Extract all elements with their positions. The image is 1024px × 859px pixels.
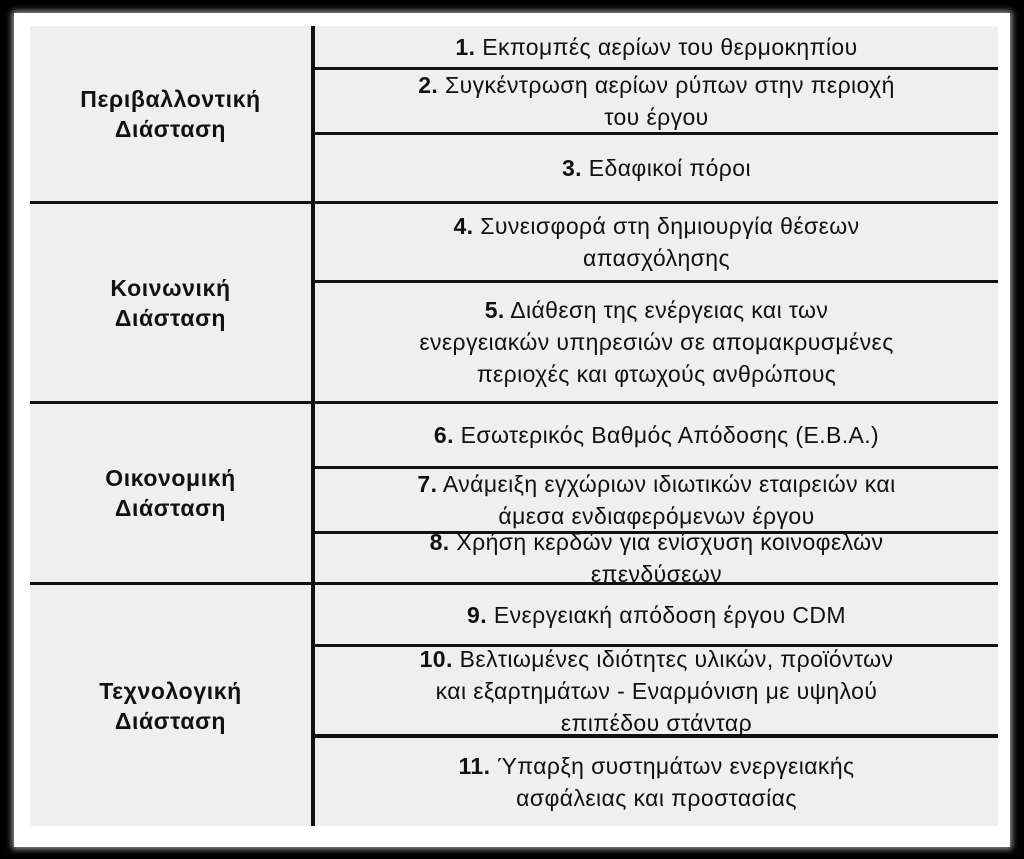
dimension-social: Κοινωνική Διάσταση [110,274,231,331]
indicator-cell [315,26,998,67]
indicator-text: Εδαφικοί πόροι [588,155,751,181]
indicator-number: 3. [561,155,582,181]
indicator-cell [315,70,998,132]
indicator-cell [315,738,998,826]
table-frame [14,13,1010,847]
indicator-cell [315,585,998,644]
dimension-technological: Τεχνολογική Διάσταση [99,677,242,734]
indicator-cell [315,404,998,466]
indicator-number: 10. [419,645,453,672]
indicator-cell [315,283,998,401]
indicator-number: 8. [429,529,450,555]
indicator-text: Εσωτερικός Βαθμός Απόδοσης (Ε.Β.Α.) [460,422,880,448]
indicator-number: 7. [417,471,438,497]
indicator-number: 2. [418,72,439,98]
indicator-cell [315,529,998,587]
indicator-number: 6. [433,422,454,448]
indicator-text: Συγκέντρωση αερίων ρύπων στην περιοχή του έργου [444,72,895,130]
indicator-number: 1. [455,33,476,60]
indicator-text: Ενεργειακή απόδοση έργου CDM [493,601,846,628]
indicator-number: 9. [467,601,488,628]
indicator-cell [315,469,998,531]
dimension-environmental: Περιβαλλοντική Διάσταση [80,85,261,142]
indicator-text: Ανάμειξη εγχώριων ιδιωτικών εταιρειών και άμεσα ενδιαφερόμενων έργου [442,471,896,529]
indicator-text: Συνεισφορά στη δημιουργία θέσεων απασχόλησης [480,213,860,271]
indicator-text: Εκπομπές αερίων του θερμοκηπίου [482,33,858,60]
indicator-number: 4. [453,213,474,239]
dimension-economic: Οικονομική Διάσταση [105,465,236,521]
indicator-number: 5. [484,297,505,323]
indicator-text: Ύπαρξη συστημάτων ενεργειακής ασφάλειας και προστασίας [497,753,855,811]
indicator-text: Βελτιωμένες ιδιότητες υλικών, προϊόντων και εξαρτημάτων - Εναρμόνιση με υψηλού επιπέδου στάνταρ [435,645,894,736]
indicator-text: Χρήση κερδών για ενίσχυση κοινοφελών επενδύσεων [456,529,884,587]
indicator-cell [315,647,998,734]
indicator-cell [315,135,998,201]
indicator-text: Διάθεση της ενέργειας και των ενεργειακών υπηρεσιών σε απομακρυσμένες περιοχές και φτωχούς ανθρώπους [419,297,894,387]
indicators-table [30,26,998,826]
indicator-number: 11. [458,753,491,779]
indicator-cell [315,204,998,280]
